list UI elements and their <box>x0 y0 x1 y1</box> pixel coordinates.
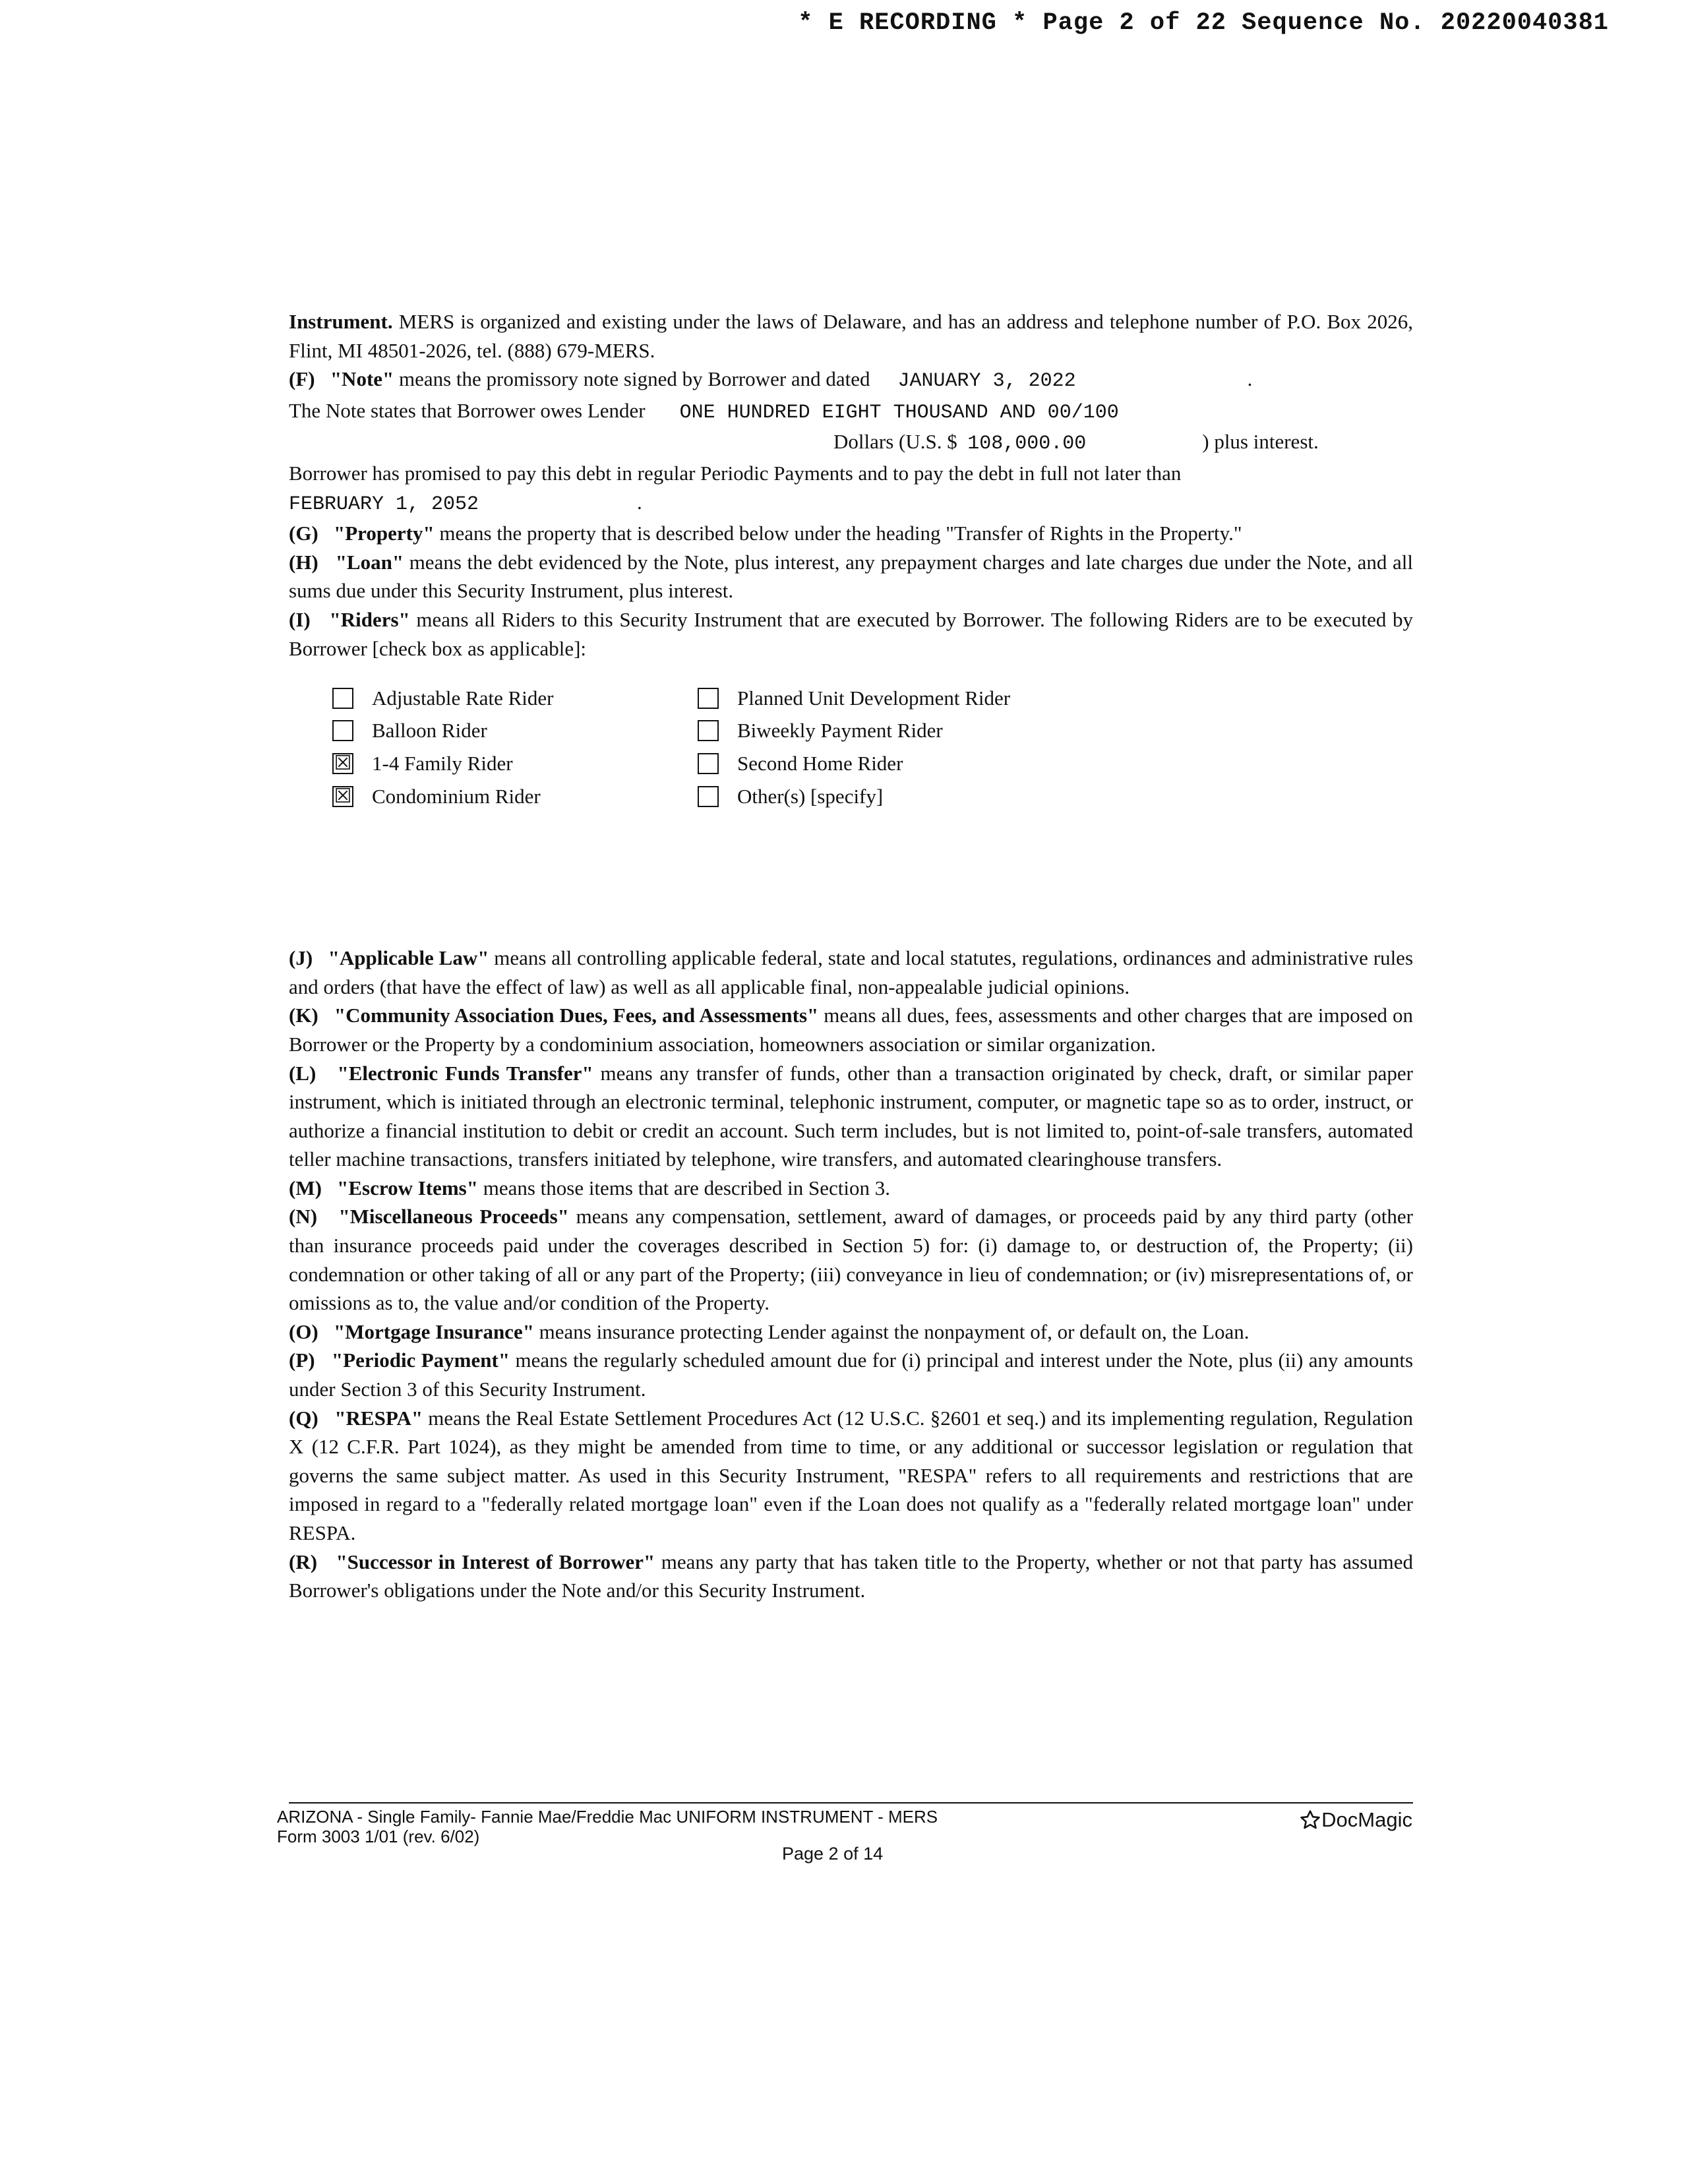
footer-divider <box>289 1802 1413 1804</box>
riders-text: means all Riders to this Security Instrument that are executed by Borrower. The following Riders are to be executed by Borrower [check box as applicable]: <box>289 607 1413 660</box>
definition-periodic-payment <box>289 1346 1413 1403</box>
loan-term: "Loan" <box>335 550 404 574</box>
rider-label: Adjustable Rate Rider <box>372 686 554 710</box>
rider-checkbox[interactable]: ☒ <box>332 786 353 807</box>
property-text: means the property that is described below under the heading "Transfer of Rights in the Property." <box>434 522 1242 545</box>
recording-header: * E RECORDING * Page 2 of 22 Sequence No. 20220040381 <box>798 9 1609 37</box>
rider-checkbox[interactable] <box>698 786 719 807</box>
footer-form-title: ARIZONA - Single Family- Fannie Mae/Freddie Mac UNIFORM INSTRUMENT - MERS <box>277 1807 938 1827</box>
definition-text: means all controlling applicable federal, state and local statutes, regulations, ordinances and administrative rules and orders (that have the effect of law) as well as all applicable final, non-appealable judicial opinions. <box>289 946 1414 998</box>
note-owes-text: The Note states that Borrower owes Lender <box>289 398 646 422</box>
definition-term: "Applicable Law" <box>328 946 489 970</box>
definition-term: "Escrow Items" <box>337 1176 478 1199</box>
rider-checkbox[interactable] <box>332 720 353 741</box>
definition-mortgage-insurance <box>289 1318 1413 1347</box>
note-date: JANUARY 3, 2022 <box>897 370 1076 393</box>
rider-label: Balloon Rider <box>372 719 487 743</box>
definition-escrow-items <box>289 1174 1413 1203</box>
rider-adjustable-rate <box>332 684 554 713</box>
intro-text: MERS is organized and existing under the laws of Delaware, and has an address and telephone number of P.O. Box 2026, Flint, MI 48501-2026, tel. (888) 679-MERS. <box>289 310 1413 362</box>
definition-term: "Periodic Payment" <box>331 1349 510 1372</box>
definition-label: (Q) <box>289 1406 318 1430</box>
definition-label: (J) <box>289 946 313 970</box>
riders-label: (I) <box>289 607 311 631</box>
note-maturity-line: FEBRUARY 1, 2052 . <box>289 490 642 516</box>
definition-term: "Electronic Funds Transfer" <box>337 1061 593 1085</box>
note-text: means the promissory note signed by Borrower and dated <box>394 367 870 391</box>
note-amount: 108,000.00 <box>967 433 1087 456</box>
definition-electronic-funds-transfer <box>289 1059 1413 1174</box>
rider-label: Planned Unit Development Rider <box>737 686 1011 710</box>
definition-text: means any party that has taken title to the Property, whether or not that party has assumed Borrower's obligations under the Note and/or this Security Instrument. <box>289 1550 1414 1602</box>
definition-text: means the regularly scheduled amount due for (i) principal and interest under the Note, plus (ii) any amounts under Section 3 of this Security Instrument. <box>289 1349 1414 1401</box>
definition-label: (O) <box>289 1320 318 1343</box>
rider-label: Second Home Rider <box>737 752 903 775</box>
intro-lead: Instrument. <box>289 310 393 333</box>
note-maturity-text: Borrower has promised to pay this debt in regular Periodic Payments and to pay the debt in full not later than <box>289 461 1182 485</box>
footer-brand-name: DocMagic <box>1321 1808 1412 1831</box>
definition-text: means the Real Estate Settlement Procedures Act (12 U.S.C. §2601 et seq.) and its implementing regulation, Regulation X (12 C.F.R. Part 1024), as they might be amended from time to time, or any additional or successor legislation or regulation that governs the same subject matter. As used in this Security Instrument, "RESPA" refers to all requirements and restrictions that are imposed in regard to a "federally related mortgage loan" even if the Loan does not qualify as a "federally related mortgage loan" under RESPA. <box>289 1406 1413 1544</box>
rider-checkbox[interactable] <box>698 753 719 774</box>
definition-label: (P) <box>289 1349 315 1372</box>
note-maturity-date: FEBRUARY 1, 2052 <box>289 493 479 516</box>
definition-label: (N) <box>289 1205 318 1228</box>
rider-balloon <box>332 716 487 745</box>
note-label: (F) <box>289 367 315 391</box>
riders-definition <box>289 605 1413 663</box>
rider-checkbox[interactable] <box>698 688 719 709</box>
footer-form-number: Form 3003 1/01 (rev. 6/02) <box>277 1827 480 1846</box>
loan-definition <box>289 548 1413 605</box>
rider-label: Other(s) [specify] <box>737 785 884 808</box>
note-owes-line <box>289 396 1413 428</box>
definition-term: "Miscellaneous Proceeds" <box>338 1205 569 1228</box>
document-body <box>289 307 1413 1605</box>
definition-text: means any compensation, settlement, award of damages, or proceeds paid by any third party (other than insurance proceeds paid under the coverages described in Section 5) for: (i) damage to, or destruction of, the Property; (ii) condemnation or other taking of all or any part of the Property; (iii) conveyance in lieu of condemnation; or (iv) misrepresentations of, or omissions as to, the value and/or condition of the Property. <box>289 1205 1413 1315</box>
riders-term: "Riders" <box>329 607 410 631</box>
footer-form-info <box>277 1807 938 1846</box>
rider-label: Condominium Rider <box>372 785 541 808</box>
rider-checkbox[interactable]: ☒ <box>332 753 353 774</box>
definition-successor-in-interest <box>289 1548 1413 1605</box>
rider-label: 1-4 Family Rider <box>372 752 513 775</box>
definition-term: "Successor in Interest of Borrower" <box>336 1550 655 1573</box>
riders-checklist <box>289 680 1413 818</box>
rider-condominium <box>332 782 541 811</box>
definition-text: means those items that are described in Section 3. <box>477 1176 890 1199</box>
blank-space <box>289 818 1413 944</box>
loan-label: (H) <box>289 550 318 574</box>
property-label: (G) <box>289 522 318 545</box>
rider-planned-unit-development <box>698 684 1010 713</box>
note-amount-words: ONE HUNDRED EIGHT THOUSAND AND 00/100 <box>679 401 1119 424</box>
definition-applicable-law <box>289 944 1413 1001</box>
rider-checkbox[interactable] <box>698 720 719 741</box>
definition-text: means insurance protecting Lender against the nonpayment of, or default on, the Loan. <box>533 1320 1250 1343</box>
rider-checkbox[interactable] <box>332 688 353 709</box>
rider-label: Biweekly Payment Rider <box>737 719 943 743</box>
loan-text: means the debt evidenced by the Note, plus interest, any prepayment charges and late charges due under the Note, and all sums due under this Security Instrument, plus interest. <box>289 550 1413 603</box>
definition-label: (L) <box>289 1061 316 1085</box>
definition-respa <box>289 1404 1413 1548</box>
definition-term: "Mortgage Insurance" <box>334 1320 534 1343</box>
definition-text: means all dues, fees, assessments and other charges that are imposed on Borrower or the Property by a condominium association, homeowners association or similar organization. <box>289 1004 1413 1056</box>
rider-other <box>698 782 883 811</box>
rider-1-4-family <box>332 749 513 778</box>
note-term: "Note" <box>330 367 394 391</box>
rider-second-home <box>698 749 903 778</box>
definition-miscellaneous-proceeds <box>289 1202 1413 1317</box>
star-outline-icon <box>1299 1809 1321 1831</box>
note-dollars-line <box>289 427 1413 459</box>
definition-label: (M) <box>289 1176 322 1199</box>
definition-text: means any transfer of funds, other than a transaction originated by check, draft, or similar paper instrument, which is initiated through an electronic terminal, telephonic instrument, computer, or magnetic tape so as to order, instruct, or authorize a financial institution to debit or credit an account. Such term includes, but is not limited to, point-of-sale transfers, automated teller machine transactions, transfers initiated by telephone, wire transfers, and automated clearinghouse transfers. <box>289 1061 1413 1171</box>
definition-label: (K) <box>289 1004 318 1027</box>
dollars-suffix: ) plus interest. <box>1202 430 1319 454</box>
dollars-prefix: Dollars (U.S. $ <box>833 430 957 454</box>
property-definition <box>289 519 1413 548</box>
note-definition: (F) "Note" means the promissory note signed by Borrower and dated JANUARY 3, 2022 . <box>289 367 1253 393</box>
footer-page-number: Page 2 of 14 <box>782 1844 884 1864</box>
intro-paragraph <box>289 307 1413 365</box>
rider-biweekly-payment <box>698 716 943 745</box>
property-term: "Property" <box>334 522 435 545</box>
definition-label: (R) <box>289 1550 318 1573</box>
definition-term: "Community Association Dues, Fees, and Assessments" <box>334 1004 819 1027</box>
footer-brand <box>1299 1808 1412 1832</box>
definition-term: "RESPA" <box>334 1406 423 1430</box>
definition-community-association <box>289 1001 1413 1058</box>
